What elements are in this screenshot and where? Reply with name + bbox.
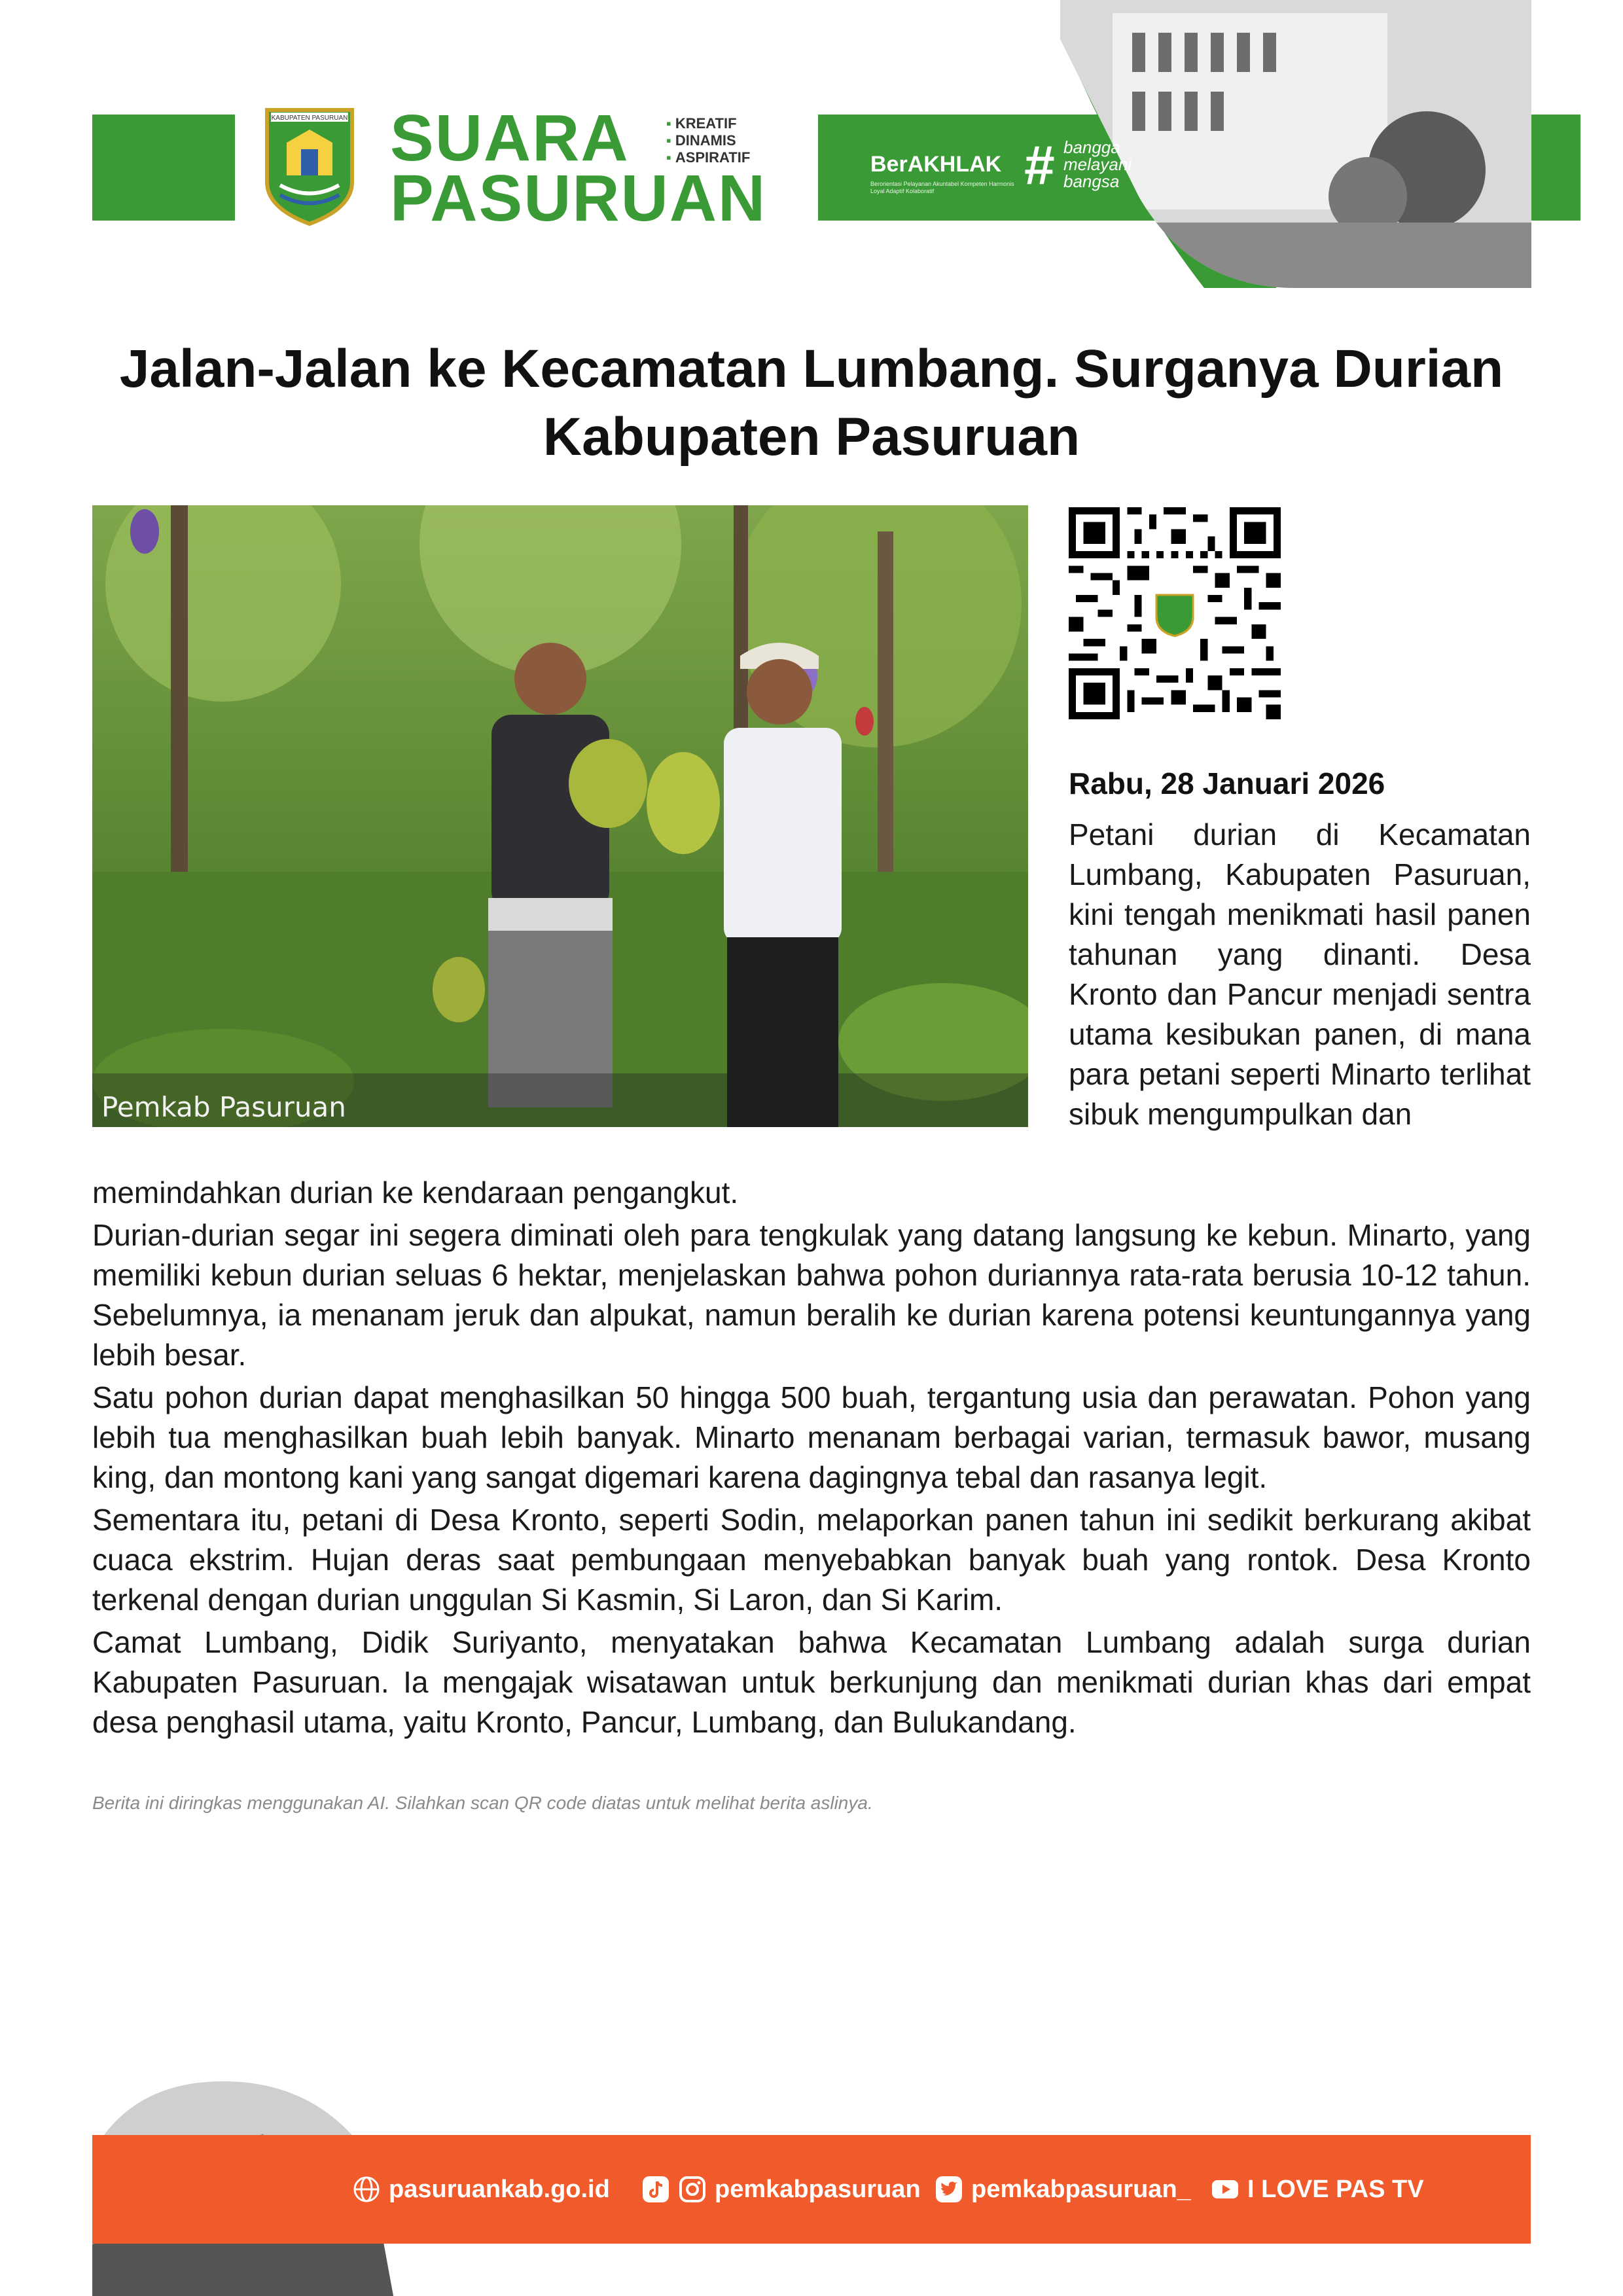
tagline-item: ▪ KREATIF (666, 115, 750, 132)
ai-disclaimer: Berita ini diringkas menggunakan AI. Silahkan scan QR code diatas untuk melihat berita aslinya. (92, 1793, 873, 1813)
instagram-icon (678, 2175, 707, 2204)
hashtag-line: bangga (1063, 137, 1120, 157)
pasuruan-regency-emblem (260, 103, 359, 226)
hashtag-line: bangsa (1063, 171, 1120, 191)
paragraph-5: Camat Lumbang, Didik Suriyanto, menyatakan bahwa Kecamatan Lumbang adalah surga durian Kabupaten Pasuruan. Ia mengajak wisatawan untuk berkunjung dan menikmati durian khas dari empat desa penghasil utama, yaitu Kronto, Pancur, Lumbang, dan Bulukandang. (92, 1625, 1531, 1739)
tiktok-instagram-label: pemkabpasuruan (715, 2175, 921, 2203)
tiktok-icon (641, 2175, 670, 2204)
paragraph-3: Satu pohon durian dapat menghasilkan 50 hingga 500 buah, tergantung usia dan perawatan. Pohon yang lebih tua menghasilkan buah lebih banyak. Minarto menanam berbagai varian, termasuk bawor, musang king, dan montong kani yang sangat digemari karena dagingnya tebal dan rasanya legit. (92, 1380, 1531, 1494)
twitter-label: pemkabpasuruan_ (971, 2175, 1191, 2203)
hashtag-icon: # (1024, 134, 1055, 196)
youtube-label: I LOVE PAS TV (1247, 2175, 1424, 2203)
paragraph-2: Durian-durian segar ini segera diminati oleh para tengkulak yang datang langsung ke kebun. Minarto, yang memiliki kebun durian seluas 6 hektar, menjelaskan bahwa pohon duriannya rata-rata berusia 10-12 tahun. Sebelumnya, ia menanam jeruk dan alpukat, namun beralih ke durian karena potensi keuntungannya yang lebih besar. (92, 1218, 1531, 1372)
berakhlak-logo: BerAKHLAK (870, 152, 1002, 177)
footer-website-link[interactable] (352, 2175, 610, 2204)
article-photo (92, 505, 1028, 1127)
website-label: pasuruankab.go.id (389, 2175, 610, 2203)
tagline-item: ▪ ASPIRATIF (666, 149, 750, 166)
twitter-icon (935, 2175, 963, 2204)
globe-icon (352, 2175, 381, 2204)
brand-line-1: SUARA (390, 101, 630, 175)
footer-youtube-link[interactable] (1211, 2175, 1424, 2204)
brand-taglines (666, 115, 750, 166)
article-lead-paragraph: Petani durian di Kecamatan Lumbang, Kabupaten Pasuruan, kini tengah menikmati hasil panen tahunan yang dinanti. Desa Kronto dan Pancur menjadi sentra utama kesibukan panen, di mana para petani seperti Minarto terlihat sibuk mengumpulkan dan (1069, 817, 1531, 1131)
hashtag-line: melayani (1063, 154, 1132, 174)
qr-code[interactable] (1069, 507, 1281, 719)
youtube-icon (1211, 2175, 1240, 2204)
tagline-item: ▪ DINAMIS (666, 132, 750, 149)
footer-tiktok-instagram-link[interactable] (641, 2175, 921, 2204)
photo-caption: Pemkab Pasuruan (101, 1091, 346, 1123)
bangga-melayani-bangsa (1063, 139, 1132, 190)
header-green-bar-left (92, 115, 235, 221)
article-date: Rabu, 28 Januari 2026 (1069, 766, 1385, 800)
brand-line-2: PASURUAN (390, 162, 767, 235)
article-title: Jalan-Jalan ke Kecamatan Lumbang. Surganya Durian Kabupaten Pasuruan (119, 339, 1504, 467)
article-body (92, 1173, 1531, 1745)
paragraph-1-continuation: memindahkan durian ke kendaraan pengangkut. (92, 1175, 739, 1210)
emblem-text: KABUPATEN PASURUAN (271, 115, 348, 122)
footer-twitter-link[interactable] (935, 2175, 1191, 2204)
berakhlak-subtitle: Berorientasi Pelayanan Akuntabel Kompeten Harmonis Loyal Adaptif Kolaboratif (870, 181, 1014, 194)
paragraph-4: Sementara itu, petani di Desa Kronto, seperti Sodin, melaporkan panen tahun ini sedikit berkurang akibat cuaca ekstrim. Hujan deras saat pembungaan menyebabkan banyak buah yang rontok. Desa Kronto terkenal dengan durian unggulan Si Kasmin, Si Laron, dan Si Karim. (92, 1503, 1531, 1617)
durian-farmers-photo (92, 505, 1028, 1127)
